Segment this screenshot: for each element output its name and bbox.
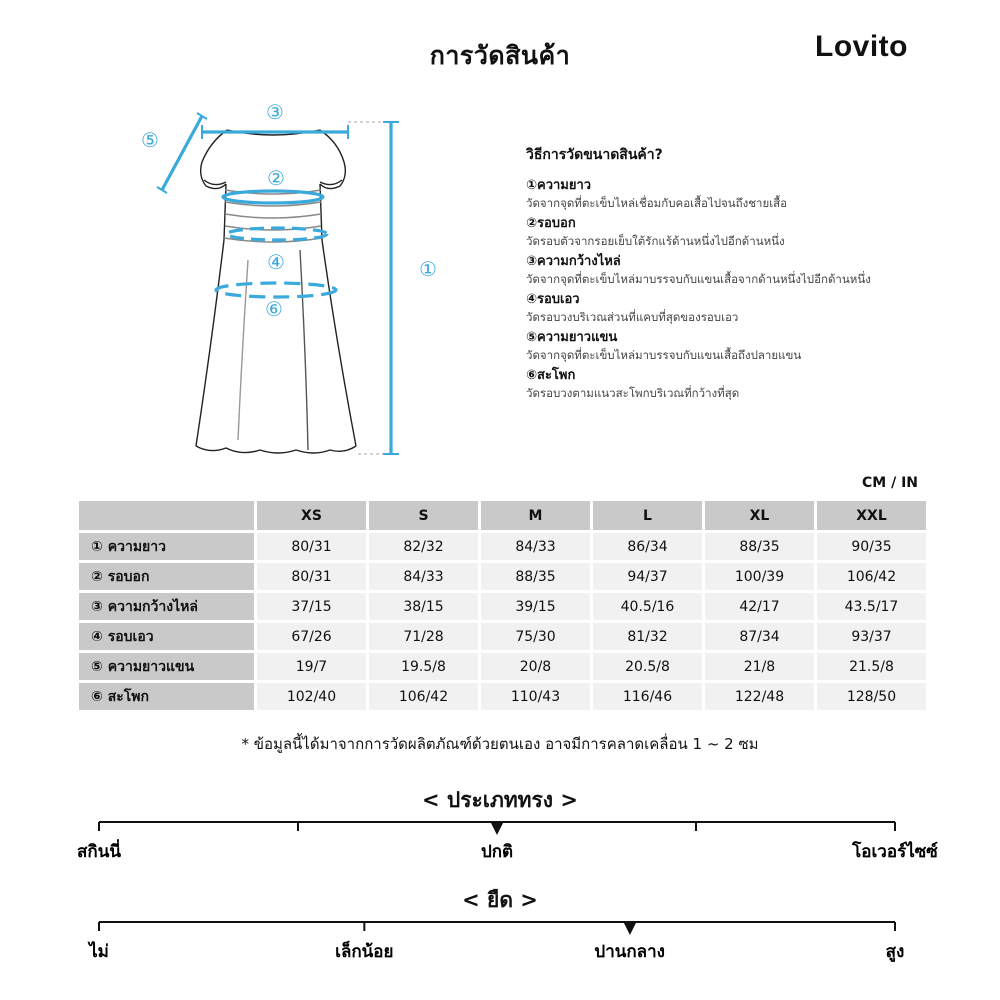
- table-row: [79, 593, 926, 620]
- table-cell: 80/31: [257, 563, 366, 590]
- measure-step-number: ①: [526, 178, 538, 193]
- table-cell: 20.5/8: [593, 653, 702, 680]
- measure-step-number: ③: [526, 254, 538, 269]
- measure-step-description: วัดรอบตัวจากรอยเย็บใต้รักแร้ด้านหนึ่งไปอีกด้านหนึ่ง: [526, 234, 785, 248]
- marker-length: ①: [419, 257, 437, 281]
- table-cell: 84/33: [369, 563, 478, 590]
- marker-hip: ⑥: [265, 297, 283, 321]
- measure-step-name: รอบเอว: [537, 292, 580, 307]
- stretch-scale-title: < ยืด >: [462, 888, 538, 912]
- size-header-xxl: XXL: [817, 501, 926, 530]
- row-label: ① ความยาว: [79, 533, 254, 560]
- scale-label: สูง: [885, 942, 905, 962]
- row-label: ② รอบอก: [79, 563, 254, 590]
- unit-label: CM / IN: [862, 475, 918, 491]
- table-cell: 37/15: [257, 593, 366, 620]
- table-cell: 67/26: [257, 623, 366, 650]
- marker-waist: ④: [267, 250, 285, 274]
- table-cell: 94/37: [593, 563, 702, 590]
- table-row: [79, 653, 926, 680]
- table-cell: 93/37: [817, 623, 926, 650]
- table-cell: 106/42: [369, 683, 478, 710]
- measure-step: [526, 328, 946, 363]
- scale-label: ปานกลาง: [594, 942, 665, 962]
- measure-step-number: ④: [526, 292, 538, 307]
- fit-scale-title: < ประเภททรง >: [422, 788, 578, 812]
- size-header-xs: XS: [257, 501, 366, 530]
- measure-step-description: วัดจากจุดที่ตะเข็บไหล่มาบรรจบกับแขนเสื้อจากด้านหนึ่งไปอีกด้านหนึ่ง: [526, 272, 871, 286]
- row-label: ⑤ ความยาวแขน: [79, 653, 254, 680]
- table-cell: 43.5/17: [817, 593, 926, 620]
- measure-step-name: ความยาวแขน: [537, 330, 618, 345]
- table-row: [79, 533, 926, 560]
- scale-label: ปกติ: [480, 842, 514, 862]
- size-header-row: [79, 501, 926, 530]
- measure-step-heading: [526, 214, 946, 233]
- measure-step: [526, 176, 946, 211]
- table-cell: 86/34: [593, 533, 702, 560]
- scale-indicator-icon: [623, 921, 637, 935]
- measure-step-description: วัดจากจุดที่ตะเข็บไหล่เชื่อมกับคอเสื้อไปจนถึงชายเสื้อ: [526, 196, 788, 210]
- table-cell: 90/35: [817, 533, 926, 560]
- table-cell: 19/7: [257, 653, 366, 680]
- measure-steps: [526, 176, 946, 401]
- row-label: ⑥ สะโพก: [79, 683, 254, 710]
- measure-step-name: ความยาว: [537, 178, 592, 193]
- scale-label: สกินนี่: [77, 842, 121, 862]
- table-cell: 116/46: [593, 683, 702, 710]
- stretch-scale: [0, 914, 1000, 970]
- table-row: [79, 683, 926, 710]
- size-header-s: S: [369, 501, 478, 530]
- scale-indicator-icon: [490, 821, 504, 835]
- table-cell: 71/28: [369, 623, 478, 650]
- dress-measurement-diagram: [130, 100, 460, 462]
- table-cell: 81/32: [593, 623, 702, 650]
- table-cell: 39/15: [481, 593, 590, 620]
- measure-step: [526, 252, 946, 287]
- fit-scale: [0, 814, 1000, 870]
- measure-step: [526, 290, 946, 325]
- measurement-lines: [157, 113, 399, 454]
- marker-shoulder: ③: [266, 100, 284, 124]
- measurement-note: * ข้อมูลนี้ได้มาจากการวัดผลิตภัณฑ์ด้วยตนเอง อาจมีการคลาดเคลื่อน 1 ~ 2 ซม: [241, 735, 759, 753]
- measure-step-heading: [526, 366, 946, 385]
- table-cell: 80/31: [257, 533, 366, 560]
- row-label: ③ ความกว้างไหล่: [79, 593, 254, 620]
- page-title: การวัดสินค้า: [429, 41, 571, 70]
- measure-step-description: วัดจากจุดที่ตะเข็บไหล่มาบรรจบกับแขนเสื้อถึงปลายแขน: [526, 348, 802, 362]
- table-cell: 40.5/16: [593, 593, 702, 620]
- measure-step-heading: [526, 176, 946, 195]
- table-cell: 122/48: [705, 683, 814, 710]
- measure-step: [526, 366, 946, 401]
- measure-step-number: ⑤: [526, 330, 538, 345]
- size-header-xl: XL: [705, 501, 814, 530]
- table-cell: 110/43: [481, 683, 590, 710]
- measure-step-heading: [526, 328, 946, 347]
- measure-step: [526, 214, 946, 249]
- scale-label: ไม่: [89, 942, 109, 962]
- table-cell: 106/42: [817, 563, 926, 590]
- table-cell: 100/39: [705, 563, 814, 590]
- table-cell: 102/40: [257, 683, 366, 710]
- table-cell: 21.5/8: [817, 653, 926, 680]
- table-cell: 75/30: [481, 623, 590, 650]
- table-cell: 84/33: [481, 533, 590, 560]
- measure-step-number: ⑥: [526, 368, 538, 383]
- size-chart-table: [76, 498, 929, 713]
- table-cell: 88/35: [705, 533, 814, 560]
- how-to-measure-title: วิธีการวัดขนาดสินค้า?: [526, 147, 663, 163]
- table-cell: 82/32: [369, 533, 478, 560]
- size-header-m: M: [481, 501, 590, 530]
- size-header-l: L: [593, 501, 702, 530]
- table-cell: 42/17: [705, 593, 814, 620]
- measure-step-heading: [526, 252, 946, 271]
- measure-step-number: ②: [526, 216, 538, 231]
- how-to-measure: [526, 144, 946, 404]
- measure-step-description: วัดรอบวงบริเวณส่วนที่แคบที่สุดของรอบเอว: [526, 310, 739, 324]
- table-cell: 20/8: [481, 653, 590, 680]
- table-cell: 128/50: [817, 683, 926, 710]
- brand-logo: Lovito: [815, 30, 908, 63]
- table-cell: 87/34: [705, 623, 814, 650]
- marker-sleeve: ⑤: [141, 128, 159, 152]
- measure-step-heading: [526, 290, 946, 309]
- measure-step-description: วัดรอบวงตามแนวสะโพกบริเวณที่กว้างที่สุด: [526, 386, 740, 400]
- table-corner: [79, 501, 254, 530]
- table-row: [79, 623, 926, 650]
- table-cell: 21/8: [705, 653, 814, 680]
- scale-label: เล็กน้อย: [335, 942, 394, 962]
- marker-bust: ②: [267, 166, 285, 190]
- measure-step-name: สะโพก: [537, 368, 576, 383]
- table-cell: 19.5/8: [369, 653, 478, 680]
- size-table-body: [79, 533, 926, 710]
- row-label: ④ รอบเอว: [79, 623, 254, 650]
- measure-step-name: ความกว้างไหล่: [537, 254, 621, 269]
- table-row: [79, 563, 926, 590]
- scale-label: โอเวอร์ไซซ์: [852, 842, 938, 862]
- table-cell: 38/15: [369, 593, 478, 620]
- table-cell: 88/35: [481, 563, 590, 590]
- measure-step-name: รอบอก: [537, 216, 576, 231]
